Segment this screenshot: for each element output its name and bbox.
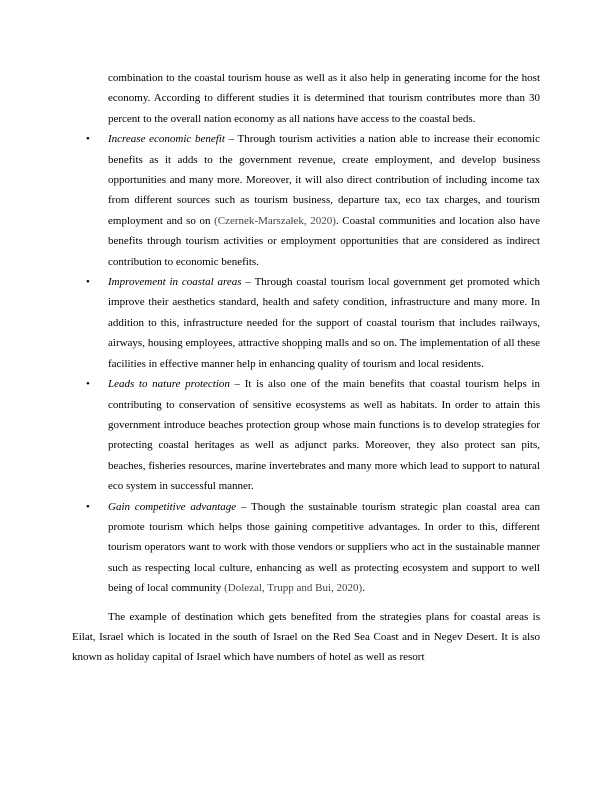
list-item [72,272,540,374]
list-item-term: Leads to nature protection [108,378,230,391]
eilat-paragraph: The example of destination which gets benefited from the strategies plans for coastal areas is Eilat, Israel which is located in the south of Israel on the Red Sea Coast and in Negev Desert. It is also known as holiday capital of Israel which have numbers of hotel as well as resort [72,610,540,664]
bullet-icon: • [86,378,90,391]
benefits-list [72,129,540,598]
list-item-text-after: . Coastal communities and location also have benefits through tourism activities or employment opportunities that are considered as indirect contribution to economic benefits. [108,214,540,268]
list-item-text-after: . [362,582,365,595]
bullet-icon: • [86,276,90,289]
list-item-text: – Through coastal tourism local government get promoted which improve their aesthetics standard, health and safety condition, infrastructure and many more. In addition to this, infrastructure needed for the support of coastal tourism that includes railways, airways, housing employees, attractive shopping malls and so on. The implementation of all these facilities in effective manner help in enhancing quality of tourism and local residents. [108,276,540,370]
bullet-icon: • [86,500,90,513]
citation: (Dolezal, Trupp and Bui, 2020) [224,582,363,595]
list-item-term: Increase economic benefit [108,133,225,146]
list-item [72,374,540,496]
citation: (Czernek-Marszałek, 2020) [214,214,336,227]
list-item-text: – Though the sustainable tourism strategic plan coastal area can promote tourism which helps those gaining competitive advantages. In order to this, different tourism operators want to work with those vendors or suppliers who act in the sustainable manner such as respecting local culture, enhancing as well as protecting ecosystem and support to well being of local community [108,500,540,595]
continuation-paragraph: combination to the coastal tourism house as well as it also help in generating income for the host economy. According to different studies it is determined that tourism contributes more than 30 percent to the overall nation economy as all nations have access to the coastal beds. [108,72,540,125]
list-item [72,497,540,599]
list-item-term: Gain competitive advantage [108,500,237,513]
body-text [72,68,540,679]
list-item-text: – Through tourism activities a nation able to increase their economic benefits as it adds to the government revenue, create employment, and develop business opportunities and many more. Moreover, it will also direct contribution of including income tax from different sources such as tourism business, departure tax, eco tax charges, and tourism employment and so on [108,133,540,227]
list-item [72,129,540,272]
bullet-icon: • [86,133,90,146]
list-item-text: – It is also one of the main benefits that coastal tourism helps in contributing to conservation of sensitive ecosystems as well as habitats. In order to attain this government introduce beaches protection group whose main functions is to develop strategies for protecting coastal heritages as well as adjunct parks. Moreover, they also protect san pits, beaches, fisheries resources, marine invertebrates and many more which lead to support to natural eco system in successful manner. [108,378,540,493]
list-item-term: Improvement in coastal areas [108,276,242,289]
